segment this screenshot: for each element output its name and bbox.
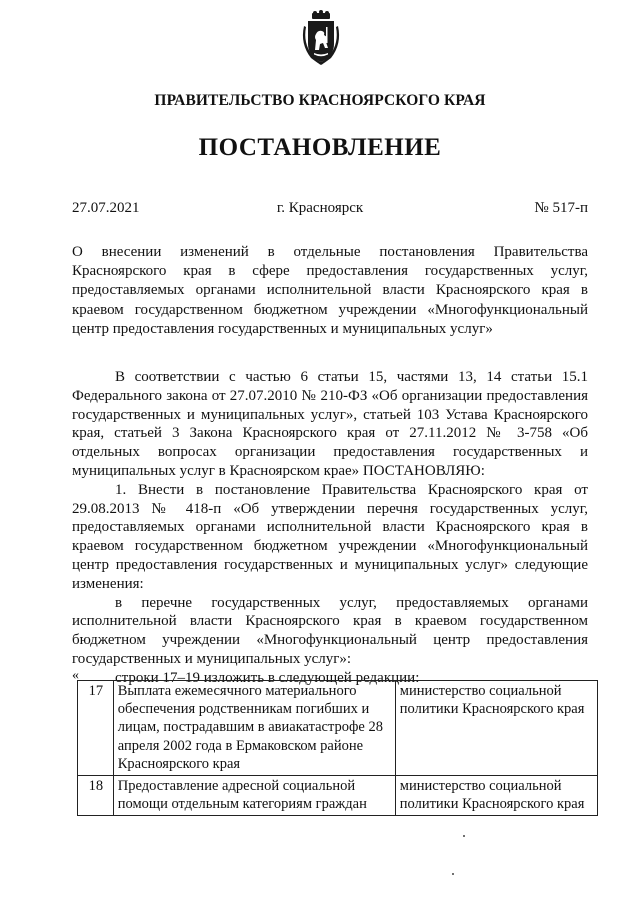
row-number: 18 [78,776,114,816]
row-number: 17 [78,681,114,776]
item-1-paragraph: 1. Внести в постановление Правительства Красноярского края от 29.08.2013 № 418-п «Об утверждении перечня государственных услуг, предоставляемых органами исполнительной власти Красноярского края в краевом государственном бюджетном учреждении «Многофункциональный центр предоставления государственных и муниципальных услуг» следующие изменения: [72,481,588,592]
rows-instruction-paragraph: строки 17–19 изложить в следующей редакции: [115,669,420,686]
document-city: г. Красноярск [276,200,364,216]
services-table [77,680,598,816]
service-name: Выплата ежемесячного материального обеспечения родственникам погибших и лицам, пострадавшим в авиакатастрофе 28 апреля 2002 года в Ермаковском районе Красноярского края [113,681,395,776]
scan-speck [452,873,454,875]
coat-of-arms-icon [299,10,343,66]
document-number: № 517-п [534,200,588,216]
document-type-title: ПОСТАНОВЛЕНИЕ [198,134,442,161]
sub-item-paragraph: в перечне государственных услуг, предоставляемых органами исполнительной власти Красноярского края в краевом государственном бюджетном учреждении «Многофункциональный центр предоставления государственных и муниципальных услуг»: [72,594,588,667]
service-name: Предоставление адресной социальной помощи отдельным категориям граждан [113,776,395,816]
scan-speck [463,835,465,837]
document-date: 27.07.2021 [72,200,140,216]
responsible-authority: министерство социальной политики Красноярского края [395,776,597,816]
table-row [78,776,598,816]
document-body [72,368,588,688]
preamble-paragraph: В соответствии с частью 6 статьи 15, частями 13, 14 статьи 15.1 Федерального закона от 27.07.2010 № 210-ФЗ «Об организации предоставления государственных и муниципальных услуг», статьей 103 Устава Красноярского края, статьей 3 Закона Красноярского края от 27.11.2012 № 3-758 «Об отдельных вопросах организации предоставления государственных и муниципальных услуг в Красноярском крае» ПОСТАНОВЛЯЮ: [72,369,588,479]
opening-quote-mark: « [72,668,79,683]
responsible-authority: министерство социальной политики Красноярского края [395,681,597,776]
table-row [78,681,598,776]
document-subject: О внесении изменений в отдельные постановления Правительства Красноярского края в сфере предоставления государственных услуг, предоставляемых органами исполнительной власти Красноярского края в краевом государственном бюджетном учреждении «Многофункциональный центр предоставления государственных и муниципальных услуг» [72,244,588,337]
government-title: ПРАВИТЕЛЬСТВО КРАСНОЯРСКОГО КРАЯ [154,92,486,109]
